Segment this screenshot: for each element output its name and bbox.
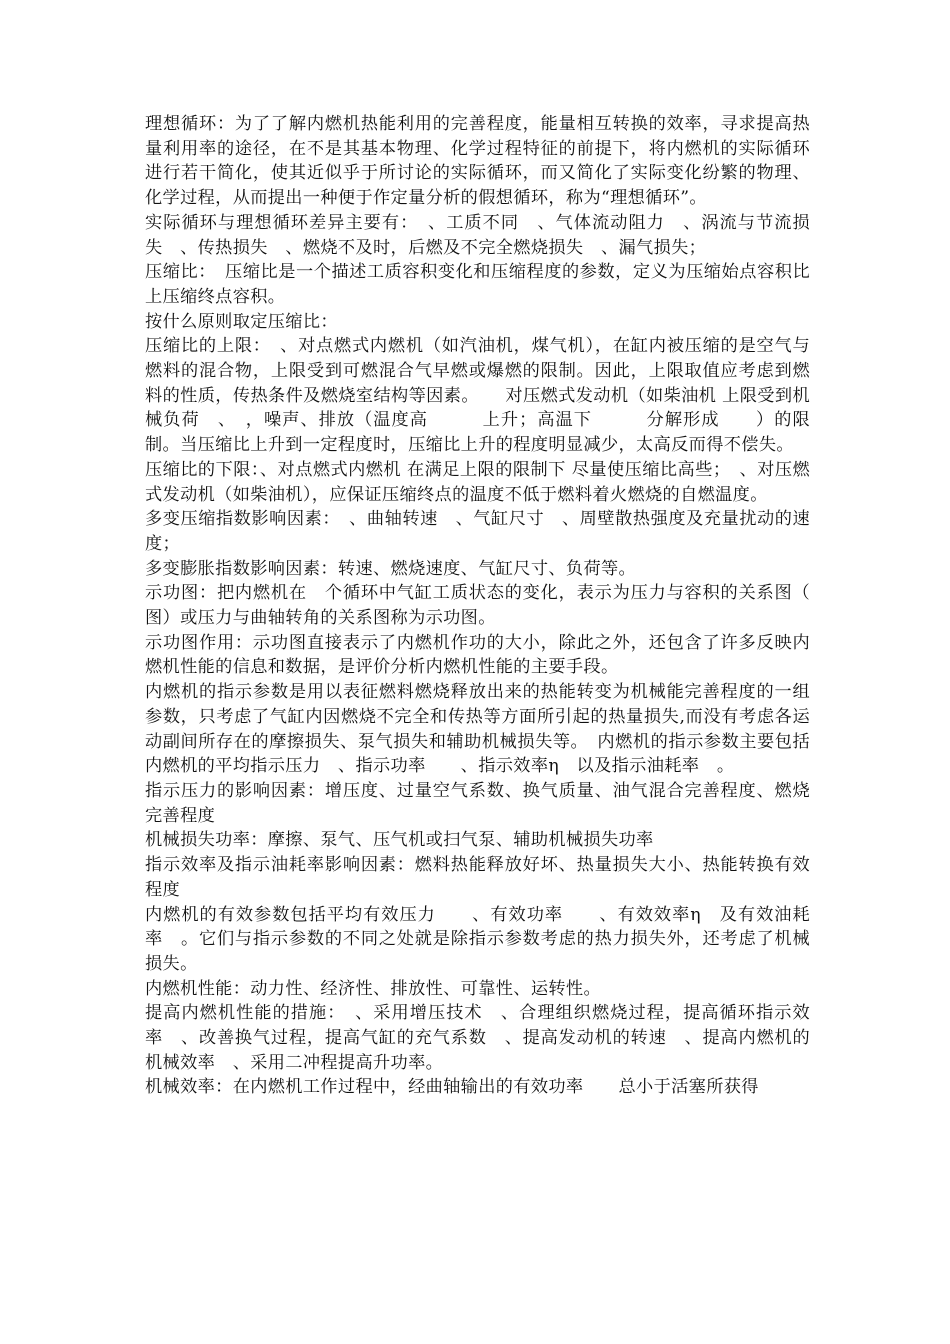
paragraph-performance-measures: 提高内燃机性能的措施： 、采用增压技术 、合理组织燃烧过程，提高循环指示效率 、改善换气过程，提高气缸的充气系数 、提高发动机的转速 、提高内燃机的机械效率 、采用二冲程提高升功率。: [145, 1003, 810, 1073]
paragraph-cycle-differences: 实际循环与理想循环差异主要有： 、工质不同 、气体流动阻力 、涡流与节流损失 、传热损失 、燃烧不及时，后燃及不完全燃烧损失 、漏气损失；: [145, 212, 810, 258]
paragraph-compression-ratio: 压缩比： 压缩比是一个描述工质容积变化和压缩程度的参数，定义为压缩始点容积比上压缩终点容积。: [145, 262, 810, 307]
paragraph-ideal-cycle: 理想循环：为了了解内燃机热能利用的完善程度，能量相互转换的效率，寻求提高热量利用率的途径，在不是其基本物理、化学过程特征的前提下，将内燃机的实际循环进行若干简化，使其近似乎于所讨论的实际循环，而又简化了实际变化纷繁的物理、化学过程，从而提出一种便于作定量分析的假想循环，称为“理想循环”。: [145, 114, 810, 209]
paragraph-ratio-upper-limit: 压缩比的上限： 、对点燃式内燃机（如汽油机，煤气机），在缸内被压缩的是空气与燃料的混合物，上限受到可燃混合气早燃或爆燃的限制。因此，上限取值应考虑到燃料的性质，传热条件及燃烧室结构等因素。 对压燃式发动机（如柴油机 上限受到机械负荷 、 ，噪声、排放（温度高 上升；高温下 分解形成 ）的限制。当压缩比上升到一定程度时，压缩比上升的程度明显减少，太高反而得不偿失。: [145, 336, 810, 456]
paragraph-mechanical-efficiency: 机械效率：在内燃机工作过程中，经曲轴输出的有效功率 总小于活塞所获得: [145, 1077, 759, 1098]
paragraph-indicated-pressure-factors: 指示压力的影响因素：增压度、过量空气系数、换气质量、油气混合完善程度、燃烧完善程度: [145, 780, 810, 826]
paragraph-indicator-diagram: 示功图：把内燃机在 个循环中气缸工质状态的变化，表示为压力与容积的关系图（ 图）或压力与曲轴转角的关系图称为示功图。: [145, 583, 846, 629]
paragraph-engine-performance: 内燃机性能：动力性、经济性、排放性、可靠性、运转性。: [145, 978, 601, 999]
paragraph-compression-index: 多变压缩指数影响因素： 、曲轴转速 、气缸尺寸 、周壁散热强度及充量扰动的速度；: [145, 509, 810, 554]
paragraph-ratio-lower-limit: 压缩比的下限：、对点燃式内燃机 在满足上限的限制下 尽量使压缩比高些； 、对压燃式发动机（如柴油机），应保证压缩终点的温度不低于燃料着火燃烧的自燃温度。: [145, 459, 810, 505]
paragraph-ratio-principle: 按什么原则取定压缩比：: [145, 311, 338, 332]
paragraph-expansion-index: 多变膨胀指数影响因素：转速、燃烧速度、气缸尺寸、负荷等。: [145, 558, 637, 579]
paragraph-mechanical-loss: 机械损失功率：摩擦、泵气、压气机或扫气泵、辅助机械损失功率: [145, 830, 654, 851]
paragraph-effective-parameters: 内燃机的有效参数包括平均有效压力 、有效功率 、有效效率η 及有效油耗率 。它们与指示参数的不同之处就是除指示参数考虑的热力损失外，还考虑了机械损失。: [145, 904, 810, 974]
paragraph-indicator-diagram-use: 示功图作用：示功图直接表示了内燃机作功的大小，除此之外，还包含了许多反映内燃机性能的信息和数据，是评价分析内燃机性能的主要手段。: [145, 632, 810, 678]
document-page: [145, 112, 846, 1100]
paragraph-indicated-efficiency-factors: 指示效率及指示油耗率影响因素：燃料热能释放好坏、热量损失大小、热能转换有效程度: [145, 855, 810, 900]
paragraph-indicated-parameters: 内燃机的指示参数是用以表征燃料燃烧释放出来的热能转变为机械能完善程度的一组参数，只考虑了气缸内因燃烧不完全和传热等方面所引起的热量损失,而没有考虑各运动副间所存在的摩擦损失、泵气损失和辅助机械损失等。 内燃机的指示参数主要包括内燃机的平均指示压力 、指示功率 、指示效率η 以及指示油耗率 。: [145, 682, 810, 777]
